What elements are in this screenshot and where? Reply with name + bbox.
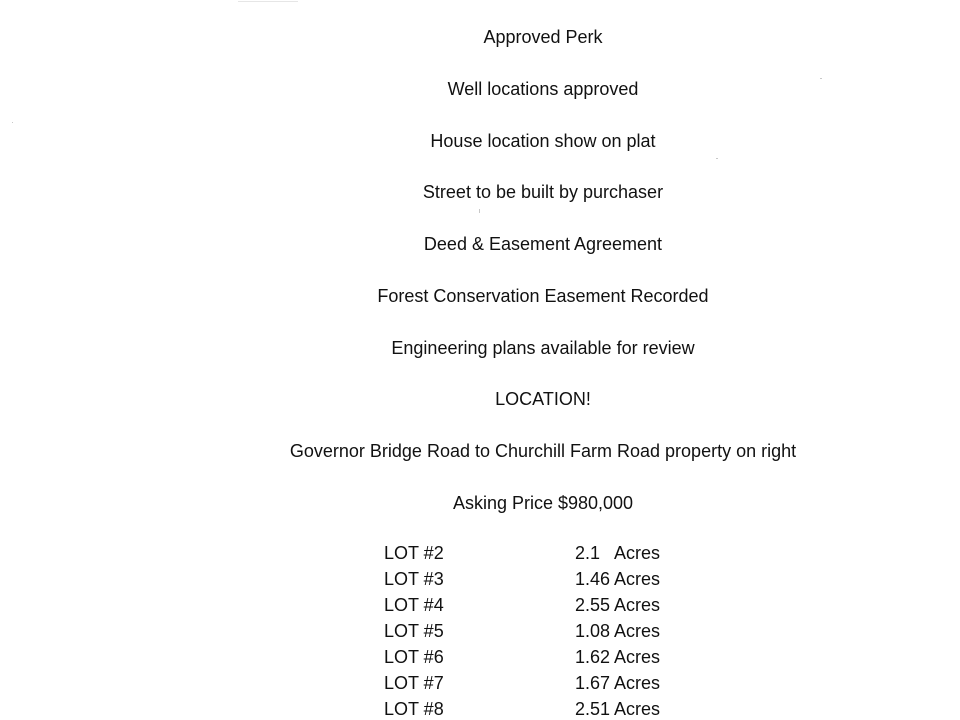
lot-row [384,620,704,646]
feature-forest-conservation: Forest Conservation Easement Recorded [377,286,709,306]
lot-number: LOT #4 [384,595,444,615]
lot-number: LOT #3 [384,569,444,589]
scan-artifact [820,78,822,79]
directions: Governor Bridge Road to Churchill Farm Road property on right [289,441,797,461]
lot-number: LOT #5 [384,621,444,641]
scan-artifact [716,158,718,159]
lot-acreage: 2.1 Acres [575,543,661,563]
lot-acreage: 1.46 Acres [575,569,661,589]
lot-row [384,672,704,698]
scan-artifact [238,1,298,2]
lot-list [384,542,704,720]
feature-house-location: House location show on plat [430,131,656,151]
lot-number: LOT #6 [384,647,444,667]
location-heading: LOCATION! [495,389,591,409]
lot-acreage: 1.62 Acres [575,647,661,667]
lot-row [384,568,704,594]
lot-acreage: 2.51 Acres [575,699,661,719]
lot-row [384,698,704,720]
feature-street: Street to be built by purchaser [422,182,664,202]
lot-row [384,594,704,620]
scan-artifact [12,122,13,123]
feature-approved-perk: Approved Perk [483,27,603,47]
lot-acreage: 1.08 Acres [575,621,661,641]
lot-number: LOT #2 [384,543,444,563]
asking-price: Asking Price $980,000 [452,493,634,513]
feature-well-locations: Well locations approved [447,79,639,99]
lot-number: LOT #7 [384,673,444,693]
feature-engineering-plans: Engineering plans available for review [391,338,695,358]
lot-acreage: 1.67 Acres [575,673,661,693]
lot-acreage: 2.55 Acres [575,595,661,615]
lot-number: LOT #8 [384,699,444,719]
lot-row [384,542,704,568]
scan-artifact [479,209,480,213]
feature-deed-easement: Deed & Easement Agreement [423,234,663,254]
lot-row [384,646,704,672]
